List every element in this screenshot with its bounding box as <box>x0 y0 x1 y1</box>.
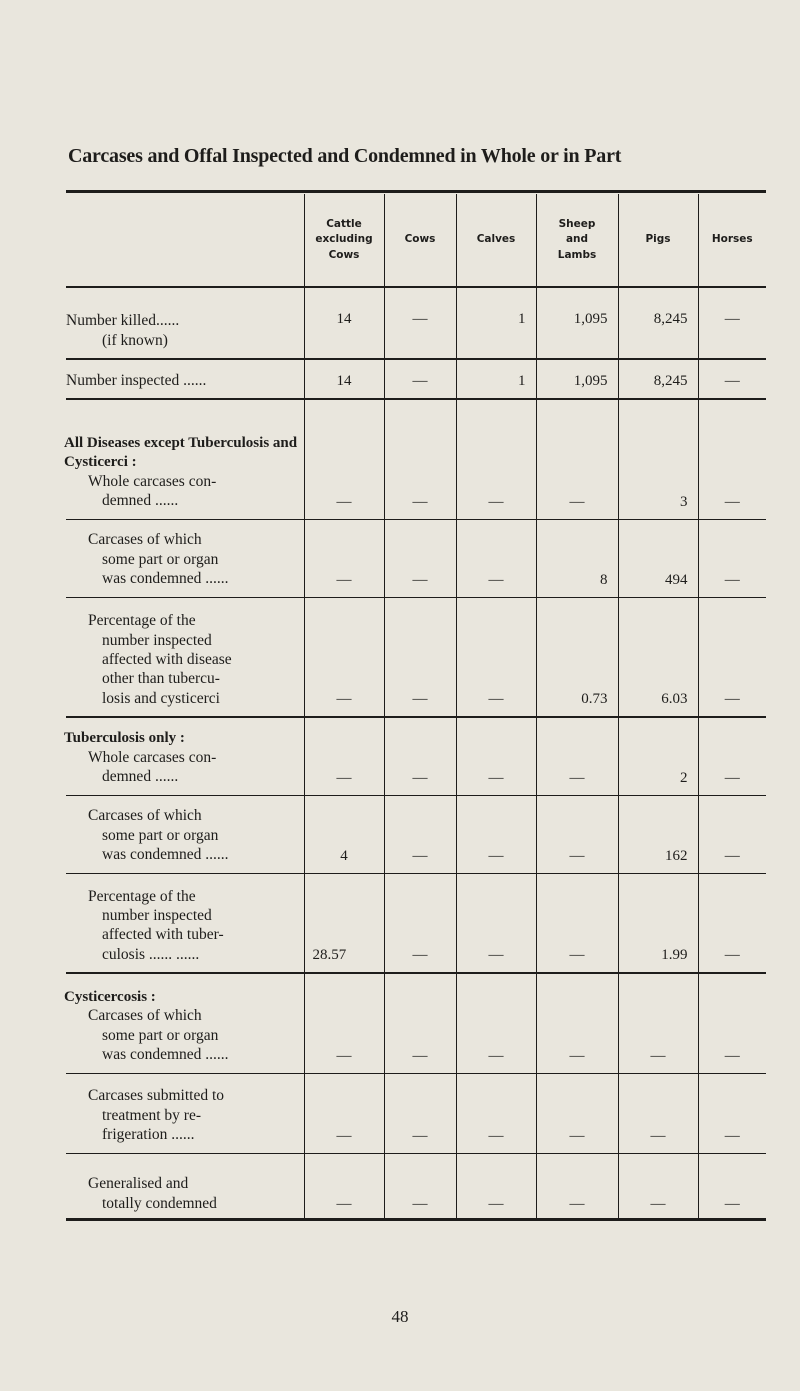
row-label: Generalised and totally condemned <box>88 1175 217 1212</box>
cell-cows: — <box>384 973 456 1073</box>
header-calves: Calves <box>456 194 536 287</box>
row-label: Carcases of which some part or organ was condemned ...... <box>66 519 304 597</box>
cell-cattle: 28.57 <box>304 873 384 973</box>
cell-horses: — <box>698 795 766 873</box>
cell-cattle: — <box>304 1073 384 1153</box>
cell-cows: — <box>384 359 456 399</box>
cell-cattle: — <box>304 597 384 717</box>
header-horses: Horses <box>698 194 766 287</box>
cell-sheep: — <box>536 795 618 873</box>
table-row <box>66 287 766 359</box>
section-heading: Cysticercosis : <box>64 988 156 1005</box>
cell-sheep: 1,095 <box>536 359 618 399</box>
cell-cattle: 14 <box>304 359 384 399</box>
inspection-table <box>66 194 766 1221</box>
cell-pigs: 494 <box>618 519 698 597</box>
cell-pigs: 162 <box>618 795 698 873</box>
cell-pigs: 3 <box>618 399 698 519</box>
cell-horses: — <box>698 597 766 717</box>
cell-cattle: — <box>304 519 384 597</box>
page-title: Carcases and Offal Inspected and Condemned in Whole or in Part <box>68 145 622 167</box>
header-blank <box>66 194 304 287</box>
cell-calves: 1 <box>456 359 536 399</box>
cell-cattle: — <box>304 973 384 1073</box>
section-heading: All Diseases except Tuberculosis and Cysticerci : <box>64 435 298 470</box>
table-row <box>66 973 766 1073</box>
cell-cows: — <box>384 519 456 597</box>
section-heading: Tuberculosis only : <box>64 730 185 746</box>
row-label: Number inspected ...... <box>66 359 304 399</box>
cell-cattle: — <box>304 717 384 795</box>
table-row <box>66 597 766 717</box>
cell-calves: — <box>456 1073 536 1153</box>
header-sheep: Sheep and Lambs <box>536 194 618 287</box>
row-label: Percentage of the number inspected affected with disease other than tubercu- losis and cysticerci <box>66 597 304 717</box>
cell-horses: — <box>698 873 766 973</box>
table-row <box>66 519 766 597</box>
cell-pigs: — <box>618 1073 698 1153</box>
cell-horses: — <box>698 717 766 795</box>
row-label: Number killed...... (if known) <box>66 287 304 359</box>
cell-horses: — <box>698 1073 766 1153</box>
cell-cattle: 14 <box>304 287 384 359</box>
table-row <box>66 873 766 973</box>
cell-pigs: 6.03 <box>618 597 698 717</box>
cell-sheep: — <box>536 873 618 973</box>
table-row <box>66 1153 766 1221</box>
table-row <box>66 717 766 795</box>
cell-cows: — <box>384 287 456 359</box>
cell-cows: — <box>384 873 456 973</box>
cell-horses: — <box>698 399 766 519</box>
cell-sheep: — <box>536 1153 618 1221</box>
cell-cattle: — <box>304 399 384 519</box>
cell-cows: — <box>384 597 456 717</box>
cell-calves: — <box>456 399 536 519</box>
cell-pigs: 8,245 <box>618 359 698 399</box>
cell-sheep: — <box>536 973 618 1073</box>
cell-cows: — <box>384 717 456 795</box>
table-row <box>66 1073 766 1153</box>
cell-calves: — <box>456 795 536 873</box>
cell-sheep: 0.73 <box>536 597 618 717</box>
cell-calves: — <box>456 873 536 973</box>
row-label: Carcases of which some part or organ was condemned ...... <box>66 795 304 873</box>
top-rule <box>66 190 766 193</box>
cell-horses: — <box>698 287 766 359</box>
cell-pigs: 8,245 <box>618 287 698 359</box>
header-cattle: Cattle excluding Cows <box>304 194 384 287</box>
cell-calves: — <box>456 717 536 795</box>
cell-cattle: 4 <box>304 795 384 873</box>
row-label: Percentage of the number inspected affected with tuber- culosis ...... ...... <box>66 873 304 973</box>
cell-calves: — <box>456 597 536 717</box>
cell-cows: — <box>384 1153 456 1221</box>
row-label: Tuberculosis only : Whole carcases con- demned ...... <box>66 717 304 795</box>
table-row <box>66 795 766 873</box>
table-row <box>66 399 766 519</box>
cell-cows: — <box>384 795 456 873</box>
cell-pigs: — <box>618 973 698 1073</box>
table-row <box>66 359 766 399</box>
cell-calves: — <box>456 519 536 597</box>
cell-sheep: — <box>536 1073 618 1153</box>
cell-cows: — <box>384 1073 456 1153</box>
header-cows: Cows <box>384 194 456 287</box>
cell-pigs: — <box>618 1153 698 1221</box>
header-row <box>66 194 766 287</box>
row-label: All Diseases except Tuberculosis and Cysticerci : Whole carcases con- demned ...... <box>66 399 304 519</box>
cell-horses: — <box>698 519 766 597</box>
cell-sheep: — <box>536 399 618 519</box>
cell-cattle: — <box>304 1153 384 1221</box>
page-number: 48 <box>391 1307 409 1326</box>
bottom-rule <box>66 1218 766 1221</box>
cell-sheep: — <box>536 717 618 795</box>
cell-sheep: 1,095 <box>536 287 618 359</box>
row-label: Carcases submitted to treatment by re- frigeration ...... <box>66 1073 304 1153</box>
cell-calves: 1 <box>456 287 536 359</box>
cell-sheep: 8 <box>536 519 618 597</box>
cell-cows: — <box>384 399 456 519</box>
cell-pigs: 1.99 <box>618 873 698 973</box>
cell-horses: — <box>698 359 766 399</box>
header-pigs: Pigs <box>618 194 698 287</box>
cell-horses: — <box>698 973 766 1073</box>
cell-horses: — <box>698 1153 766 1221</box>
cell-calves: — <box>456 1153 536 1221</box>
cell-calves: — <box>456 973 536 1073</box>
row-label: Cysticercosis : Carcases of which some part or organ was condemned ...... <box>66 973 304 1073</box>
cell-pigs: 2 <box>618 717 698 795</box>
